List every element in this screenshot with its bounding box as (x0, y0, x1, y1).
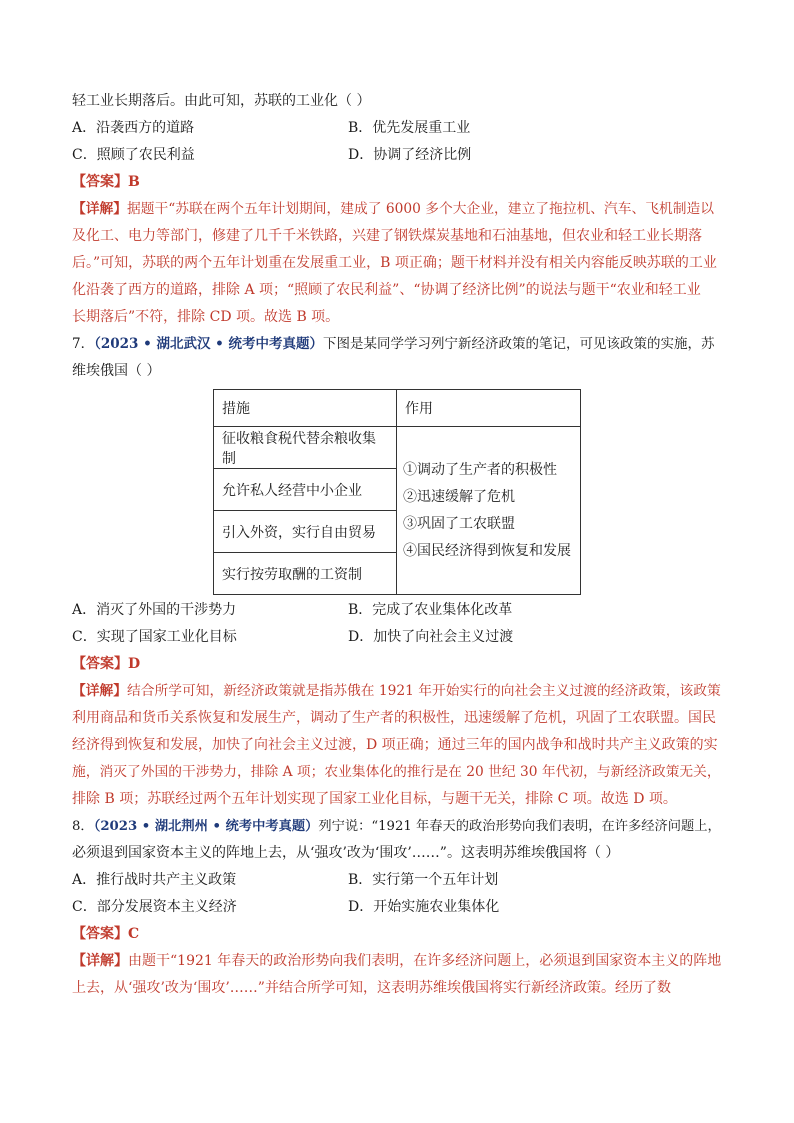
q8-detail-line-1: 由题干“1921 年春天的政治形势向我们表明，在许多经济问题上，必须退到国家资本主义的阵地 (128, 953, 722, 969)
table-measure-4: 实行按劳取酬的工资制 (214, 553, 397, 595)
q7-detail-tag: 【详解】 (72, 683, 128, 699)
q8-option-b: B．实行第一个五年计划 (348, 872, 499, 888)
q7-option-b: B．完成了农业集体化改革 (348, 602, 513, 618)
q6-answer-value: B (128, 174, 140, 190)
q7-option-d: D．加快了向社会主义过渡 (348, 629, 514, 645)
q8-source: （2023 • 湖北荆州 • 统考中考真题） (93, 819, 319, 834)
q7-detail-line-5: 排除 B 项；苏联经过两个五年计划实现了国家工业化目标，与题干无关，排除 C 项。故选 D 项。 (72, 791, 677, 807)
table-measure-1: 征收粮食税代替余粮收集制 (214, 427, 397, 469)
q7-answer-label: 【答案】 (72, 656, 128, 672)
table-effect-4: ④国民经济得到恢复和发展 (403, 542, 571, 559)
table-header-measure: 措施 (214, 390, 397, 427)
q8-option-c: C．部分发展资本主义经济 (72, 899, 237, 915)
q8-detail (72, 948, 724, 1002)
q7-notes-table (213, 389, 581, 595)
q8-options-row-1 (72, 867, 724, 894)
q6-detail (72, 196, 724, 331)
q6-detail-tag: 【详解】 (72, 201, 128, 217)
table-measure-2: 允许私人经营中小企业 (214, 469, 397, 511)
q7-detail-line-4: 施，消灭了外国的干涉势力，排除 A 项；农业集体化的推行是在 20 世纪 30 年代初，与新经济政策无关， (72, 764, 721, 780)
q6-detail-line-4: 化沿袭了西方的道路，排除 A 项；“照顾了农民利益”、“协调了经济比例”的说法与题干“农业和轻工业 (72, 282, 701, 298)
document-body (72, 88, 724, 1002)
table-effects-cell (397, 427, 581, 595)
q6-detail-line-2: 及化工、电力等部门，修建了几千千米铁路，兴建了钢铁煤炭基地和石油基地，但农业和轻工业长期落 (72, 228, 702, 244)
table-effect-2: ②迅速缓解了危机 (403, 488, 515, 505)
q6-option-b: B．优先发展重工业 (348, 120, 471, 136)
q6-option-a: A．沿袭西方的道路 (72, 120, 195, 136)
q8-number: 8． (72, 819, 94, 834)
q7-option-c: C．实现了国家工业化目标 (72, 629, 237, 645)
q7-stem-line-1 (72, 331, 724, 358)
q7-detail-line-1: 结合所学可知，新经济政策就是指苏俄在 1921 年开始实行的向社会主义过渡的经济政策，该政策 (127, 683, 721, 699)
q6-answer-label: 【答案】 (72, 174, 128, 190)
q8-answer-value: C (128, 926, 140, 942)
q7-answer-value: D (128, 656, 141, 672)
q7-number: 7． (72, 336, 95, 352)
table-effect-3: ③巩固了工农联盟 (403, 515, 515, 532)
q7-stem-a: 下图是某同学学习列宁新经济政策的笔记，可见该政策的实施，苏 (322, 336, 715, 352)
q6-answer (72, 169, 724, 196)
q8-answer-label: 【答案】 (72, 926, 128, 942)
q6-options-row-1 (72, 115, 724, 142)
q7-answer (72, 651, 724, 678)
q8-stem-line-1 (72, 813, 724, 840)
q6-detail-line-3: 后。”可知，苏联的两个五年计划重在发展重工业，B 项正确；题干材料并没有相关内容能反映苏联的工业 (72, 255, 717, 271)
q8-answer (72, 921, 724, 948)
q8-detail-tag: 【详解】 (72, 953, 128, 969)
q7-options-row-2 (72, 624, 724, 651)
table-header-effect: 作用 (397, 390, 581, 427)
q7-option-a: A．消灭了外国的干涉势力 (72, 602, 237, 618)
q8-stem-line-2: 必须退到国家资本主义的阵地上去，从‘强攻’改为‘围攻’……”。这表明苏维埃俄国将（ ） (72, 845, 620, 861)
table-effect-1: ①调动了生产者的积极性 (403, 461, 557, 478)
q6-stem-tail: 轻工业长期落后。由此可知，苏联的工业化（ ） (72, 93, 371, 109)
table-measure-3: 引入外资，实行自由贸易 (214, 511, 397, 553)
q7-detail-line-3: 经济得到恢复和发展，加快了向社会主义过渡，D 项正确；通过三年的国内战争和战时共产主义政策的实 (72, 737, 718, 753)
q8-option-a: A．推行战时共产主义政策 (72, 872, 237, 888)
q8-option-d: D．开始实施农业集体化 (348, 899, 500, 915)
q6-detail-line-5: 长期落后”不符，排除 CD 项。故选 B 项。 (72, 309, 340, 325)
q6-options-row-2 (72, 142, 724, 169)
q6-detail-line-1: 据题干“苏联在两个五年计划期间，建成了 6000 多个大企业，建立了拖拉机、汽车、飞机制造以 (127, 201, 715, 217)
q7-stem-line-2: 维埃俄国（ ） (72, 363, 161, 379)
q8-stem-a: 列宁说：“1921 年春天的政治形势向我们表明，在许多经济问题上， (318, 819, 721, 834)
q6-option-c: C．照顾了农民利益 (72, 147, 195, 163)
q7-detail-line-2: 利用商品和货币关系恢复和发展生产，调动了生产者的积极性，迅速缓解了危机，巩固了工农联盟。国民 (72, 710, 716, 726)
q8-detail-line-2: 上去，从‘强攻’改为‘围攻’……”并结合所学可知，这表明苏维埃俄国将实行新经济政策。经历了数 (72, 980, 671, 996)
q7-options-row-1 (72, 597, 724, 624)
q7-source: （2023 • 湖北武汉 • 统考中考真题） (94, 336, 323, 352)
q7-detail (72, 678, 724, 813)
q8-options-row-2 (72, 894, 724, 921)
q6-option-d: D．协调了经济比例 (348, 147, 472, 163)
